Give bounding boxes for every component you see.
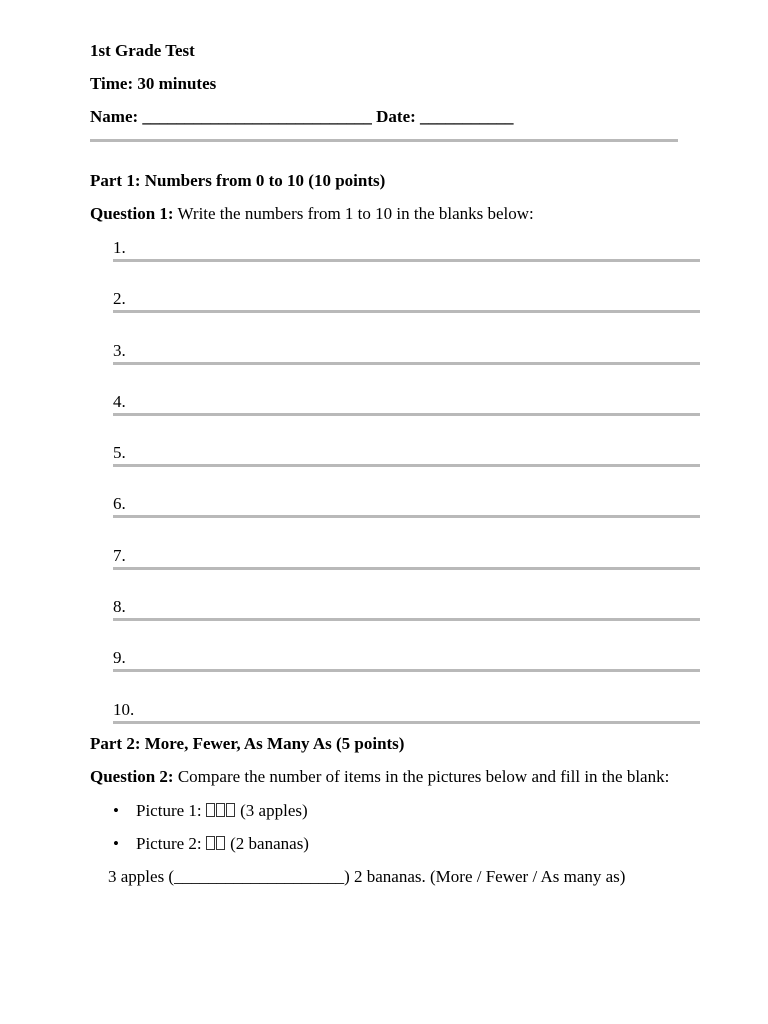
- answer-blank-line: [113, 259, 700, 262]
- test-title: 1st Grade Test: [90, 41, 195, 60]
- apple-icon: [226, 803, 235, 817]
- question-2: [90, 766, 678, 788]
- picture-list: [90, 800, 678, 866]
- answer-blank-line: [113, 669, 700, 672]
- picture-label: Picture 1:: [136, 800, 206, 820]
- answer-number: 2.: [113, 289, 126, 309]
- apple-icon: [216, 803, 225, 817]
- banana-icons: [206, 834, 226, 853]
- answer-number: 6.: [113, 494, 126, 514]
- answer-row[interactable]: [113, 442, 700, 493]
- answer-row[interactable]: [113, 391, 700, 442]
- answer-number: 9.: [113, 648, 126, 668]
- answer-row[interactable]: [113, 288, 700, 339]
- header-divider: [90, 139, 678, 142]
- banana-icon: [206, 836, 215, 850]
- answer-row[interactable]: [113, 493, 700, 544]
- answer-row[interactable]: [113, 699, 700, 727]
- answer-blank-line: [113, 413, 700, 416]
- answer-blank-line: [113, 362, 700, 365]
- part1-title: Part 1: Numbers from 0 to 10 (10 points): [90, 171, 386, 190]
- bullet-icon: •: [113, 833, 119, 853]
- answer-blank-line: [113, 464, 700, 467]
- answer-row[interactable]: [113, 237, 700, 288]
- answer-row[interactable]: [113, 647, 700, 698]
- picture-item: [90, 800, 678, 833]
- part2-title: Part 2: More, Fewer, As Many As (5 points): [90, 733, 405, 753]
- answer-number: 1.: [113, 238, 126, 257]
- question-1-label: Question 1:: [90, 204, 174, 223]
- answer-number: 8.: [113, 597, 126, 617]
- answer-number: 3.: [113, 340, 126, 360]
- question-1-text: Write the numbers from 1 to 10 in the blanks below:: [173, 204, 534, 223]
- apple-icons: [206, 801, 236, 820]
- answer-row[interactable]: [113, 596, 700, 647]
- answer-blank-line: [113, 618, 700, 621]
- answer-number: 10.: [113, 699, 135, 719]
- picture-item: [90, 833, 678, 866]
- picture-caption: (2 bananas): [230, 833, 309, 853]
- answer-blank-line: [113, 515, 700, 518]
- answer-number: 4.: [113, 391, 126, 411]
- time-limit: Time: 30 minutes: [90, 74, 217, 93]
- apple-icon: [206, 803, 215, 817]
- picture-caption: (3 apples): [240, 800, 308, 820]
- name-date-line: Name: ___________________________ Date: ___________: [90, 107, 514, 126]
- question-1: [90, 203, 678, 225]
- bullet-icon: •: [113, 800, 119, 820]
- question-2-label: Question 2:: [90, 766, 174, 786]
- answer-list: [90, 237, 678, 727]
- banana-icon: [216, 836, 225, 850]
- answer-number: 5.: [113, 443, 126, 463]
- answer-blank-line: [113, 567, 700, 570]
- answer-blank-line: [113, 310, 700, 313]
- answer-number: 7.: [113, 545, 126, 565]
- picture-label: Picture 2:: [136, 833, 206, 853]
- answer-blank-line: [113, 721, 700, 724]
- answer-row[interactable]: [113, 340, 700, 391]
- answer-row[interactable]: [113, 545, 700, 596]
- compare-sentence[interactable]: 3 apples (____________________) 2 bananas. (More / Fewer / As many as): [108, 866, 626, 886]
- question-2-text: Compare the number of items in the pictures below and fill in the blank:: [173, 766, 670, 786]
- test-page: [90, 40, 678, 888]
